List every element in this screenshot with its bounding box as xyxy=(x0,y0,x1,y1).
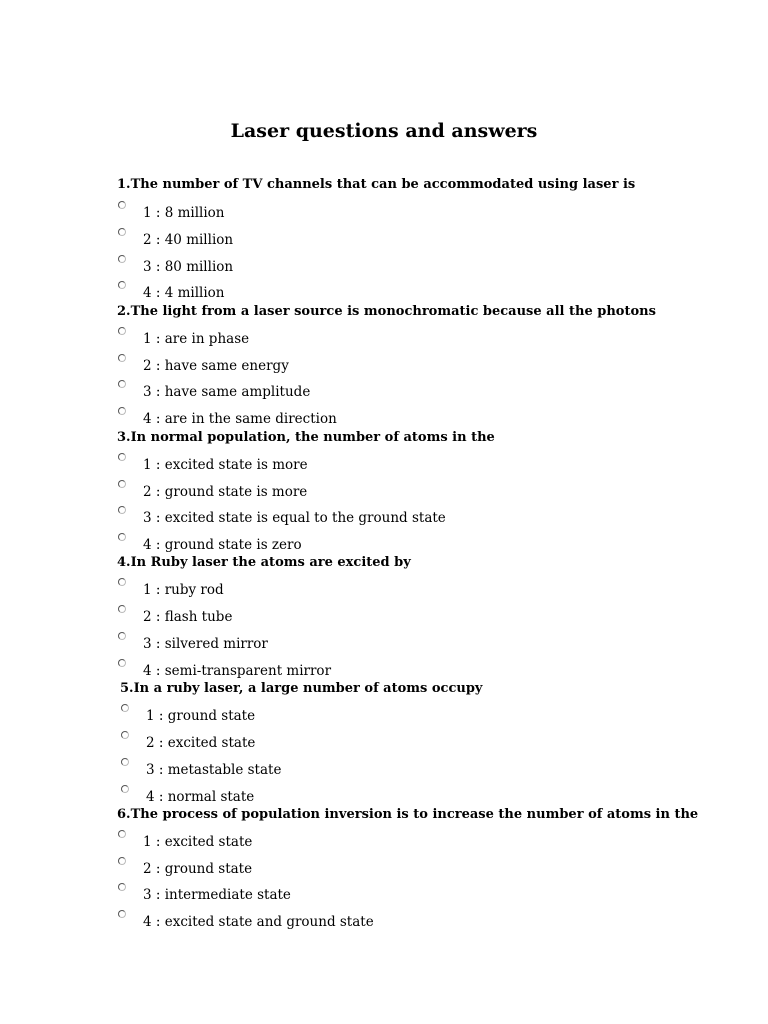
radio-button-icon[interactable] xyxy=(118,910,126,918)
question-2-text: 2.The light from a laser source is monochromatic because all the photons xyxy=(117,304,656,319)
radio-button-icon[interactable] xyxy=(118,281,126,289)
question-4-text: 4.In Ruby laser the atoms are excited by xyxy=(117,555,411,570)
radio-button-icon[interactable] xyxy=(118,201,126,209)
radio-button-icon[interactable] xyxy=(118,480,126,488)
radio-button-icon[interactable] xyxy=(118,857,126,865)
radio-button-icon[interactable] xyxy=(118,632,126,640)
question-3-text: 3.In normal population, the number of atoms in the xyxy=(117,430,495,445)
radio-button-icon[interactable] xyxy=(121,731,129,739)
radio-button-icon[interactable] xyxy=(118,453,126,461)
radio-button-icon[interactable] xyxy=(118,830,126,838)
radio-button-icon[interactable] xyxy=(118,533,126,541)
radio-button-icon[interactable] xyxy=(118,354,126,362)
radio-button-icon[interactable] xyxy=(121,704,129,712)
radio-button-icon[interactable] xyxy=(118,228,126,236)
question-6-text: 6.The process of population inversion is to increase the number of atoms in the xyxy=(117,807,699,822)
radio-button-icon[interactable] xyxy=(118,407,126,415)
radio-button-icon[interactable] xyxy=(118,659,126,667)
radio-button-icon[interactable] xyxy=(118,327,126,335)
radio-button-icon[interactable] xyxy=(118,506,126,514)
radio-button-icon[interactable] xyxy=(118,255,126,263)
radio-button-icon[interactable] xyxy=(118,380,126,388)
question-5-text: 5.In a ruby laser, a large number of atoms occupy xyxy=(120,681,483,696)
radio-button-icon[interactable] xyxy=(121,785,129,793)
radio-button-icon[interactable] xyxy=(118,883,126,891)
question-1-text: 1.The number of TV channels that can be accommodated using laser is xyxy=(117,177,636,192)
page-title: Laser questions and answers xyxy=(230,120,538,142)
radio-button-icon[interactable] xyxy=(121,758,129,766)
document-page: Laser questions and answers 1.The number of TV channels that can be accommodated using laser is 1 : 8 million 2 : 40 million 3 : 80 million 4 : 4 million 2.The light from a laser source is monochromatic because all the photons 1 : are in phase 2 : have same energy 3 : have same amplitude 4 : are in the same direction 3.In normal population, the number of atoms in the 1 : excited state is more 2 : ground state is more 3 : excited state is equal to the ground state 4 : ground state is zero 4.In Ruby laser the atoms are excited by 1 : ruby rod 2 : flash tube 3 : silvered mirror 4 : semi-transparent mirror 5.In a ruby laser, a large number of atoms occupy 1 : ground state 2 : excited state 3 : metastable state 4 : normal state 6.The process of population inversion is to increase the number of atoms in the 1 : excited state 2 : ground state 3 : intermediate state 4 : excited state and ground state xyxy=(0,0,768,1024)
radio-button-icon[interactable] xyxy=(118,578,126,586)
radio-button-icon[interactable] xyxy=(118,605,126,613)
